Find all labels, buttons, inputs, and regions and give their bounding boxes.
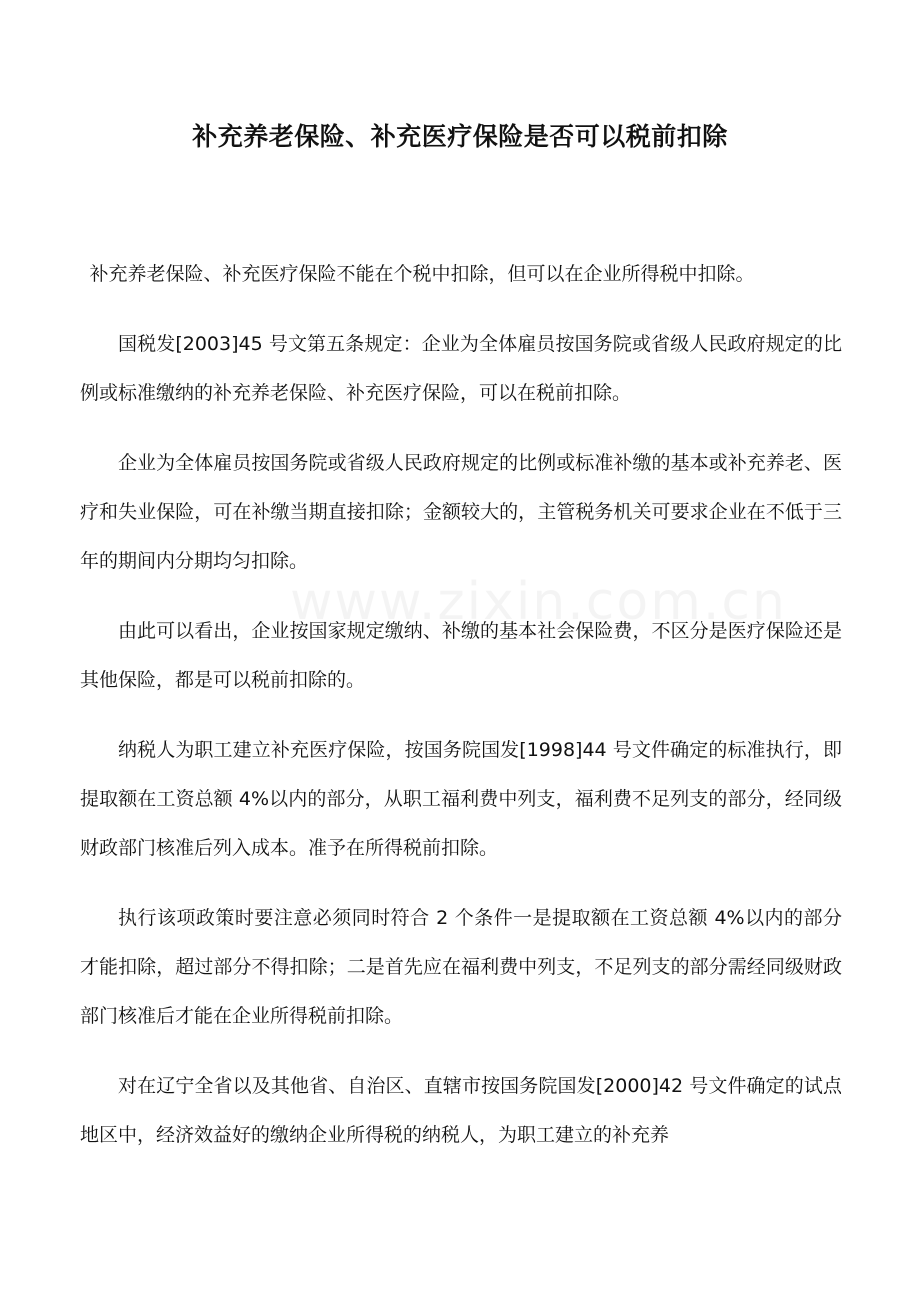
paragraph-3: 企业为全体雇员按国务院或省级人民政府规定的比例或标准补缴的基本或补充养老、医疗和失业保险，可在补缴当期直接扣除；金额较大的，主管税务机关可要求企业在不低于三年的期间内分期均匀扣除。 bbox=[80, 452, 842, 572]
paragraph-6: 执行该项政策时要注意必须同时符合 2 个条件一是提取额在工资总额 4%以内的部分才能扣除，超过部分不得扣除；二是首先应在福利费中列支，不足列支的部分需经同级财政部门核准后才能在企业所得税前扣除。 bbox=[80, 907, 842, 1027]
paragraph-7: 对在辽宁全省以及其他省、自治区、直辖市按国务院国发[2000]42 号文件确定的试点地区中，经济效益好的缴纳企业所得税的纳税人，为职工建立的补充养 bbox=[80, 1075, 842, 1146]
document-title: 补充养老保险、补充医疗保险是否可以税前扣除 bbox=[192, 122, 728, 151]
paragraph-2: 国税发[2003]45 号文第五条规定：企业为全体雇员按国务院或省级人民政府规定的比例或标准缴纳的补充养老保险、补充医疗保险，可以在税前扣除。 bbox=[80, 333, 842, 404]
document-body bbox=[80, 250, 842, 1181]
paragraph-1: 补充养老保险、补充医疗保险不能在个税中扣除，但可以在企业所得税中扣除。 bbox=[89, 263, 755, 285]
paragraph-5: 纳税人为职工建立补充医疗保险，按国务院国发[1998]44 号文件确定的标准执行，即提取额在工资总额 4%以内的部分，从职工福利费中列支，福利费不足列支的部分，经同级财政部门核准后列入成本。准予在所得税前扣除。 bbox=[80, 739, 842, 859]
paragraph-4: 由此可以看出，企业按国家规定缴纳、补缴的基本社会保险费，不区分是医疗保险还是其他保险，都是可以税前扣除的。 bbox=[80, 620, 842, 691]
